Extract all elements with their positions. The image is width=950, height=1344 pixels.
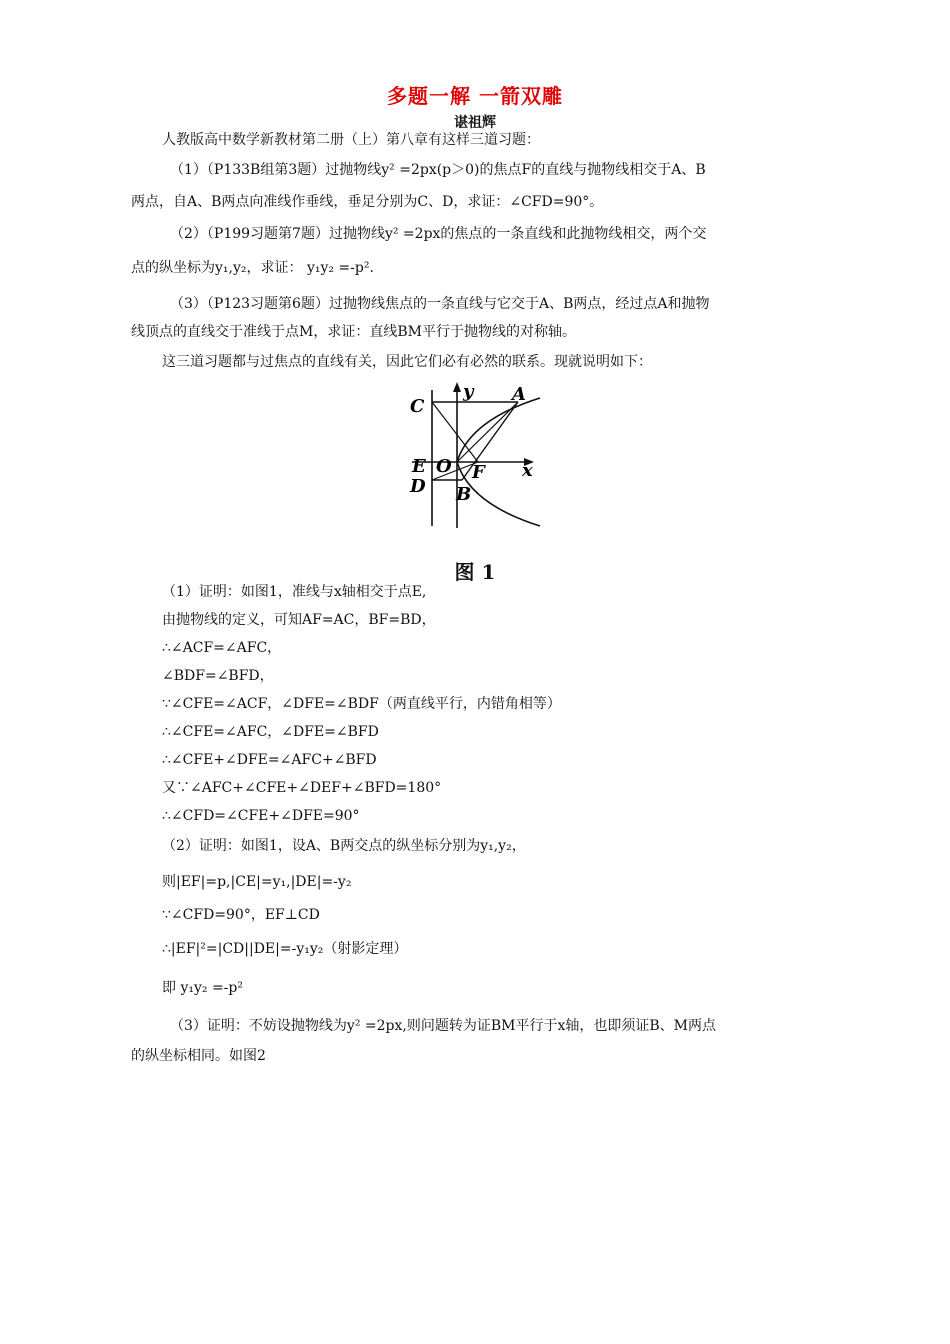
y-axis-arrow [453, 382, 461, 392]
problem-1-line-1: （1）（P133B组第3题）过抛物线y² =2px(p＞0)的焦点F的直线与抛物线相交于A、B [170, 162, 706, 178]
label-O: O [436, 456, 452, 477]
proof-2-line: ∴|EF|²=|CD||DE|=-y₁y₂（射影定理） [162, 941, 408, 957]
proof-1-line: ∠BDF=∠BFD， [162, 668, 274, 684]
proof-2-line: 即 y₁y₂ =-p² [162, 980, 243, 996]
proof-1-line: ∴∠CFE+∠DFE=∠AFC+∠BFD [162, 752, 377, 768]
proof-1-line: （1）证明：如图1，准线与x轴相交于点E, [162, 584, 427, 600]
problem-2-line-2: 点的纵坐标为y₁,y₂，求证： y₁y₂ =-p². [131, 260, 374, 276]
problem-2-line-1: （2）（P199习题第7题）过抛物线y² =2px的焦点的一条直线和此抛物线相交，两个交 [170, 226, 707, 242]
proof-1-line: ∴∠ACF=∠AFC， [162, 640, 282, 656]
label-E: E [412, 456, 426, 477]
proof-2-line: （2）证明：如图1，设A、B两交点的纵坐标分别为y₁,y₂， [162, 838, 526, 854]
label-D: D [410, 476, 426, 497]
connection-text: 这三道习题都与过焦点的直线有关，因此它们必有必然的联系。现就说明如下： [162, 354, 652, 370]
proof-1-line: 由抛物线的定义，可知AF=AC，BF=BD， [162, 612, 436, 628]
label-F: F [472, 462, 485, 483]
proof-3-line-1: （3）证明：不妨设抛物线为y² =2px,则问题转为证BM平行于x轴，也即须证B、M两点 [170, 1018, 716, 1034]
figure-1-diagram [400, 380, 550, 530]
proof-1-line: ∵∠CFE=∠ACF，∠DFE=∠BDF（两直线平行，内错角相等） [162, 696, 561, 712]
label-y: y [463, 381, 474, 402]
proof-2-line: ∵∠CFD=90°，EF⊥CD [162, 907, 320, 923]
problem-3-line-2: 线顶点的直线交于准线于点M，求证：直线BM平行于抛物线的对称轴。 [131, 324, 576, 340]
problem-3-line-1: （3）（P123习题第6题）过抛物线焦点的一条直线与它交于A、B两点，经过点A和抛物 [170, 296, 710, 312]
proof-3-line-2: 的纵坐标相同。如图2 [131, 1048, 266, 1064]
line-AB [462, 402, 518, 480]
label-B: B [456, 484, 472, 505]
proof-1-line: ∴∠CFD=∠CFE+∠DFE=90° [162, 808, 360, 824]
intro-text: 人教版高中数学新教材第二册（上）第八章有这样三道习题： [162, 132, 540, 148]
label-C: C [410, 396, 425, 417]
proof-1-line: ∴∠CFE=∠AFC，∠DFE=∠BFD [162, 724, 379, 740]
proof-2-line: 则|EF|=p,|CE|=y₁,|DE|=-y₂ [162, 874, 352, 890]
line-CF [432, 402, 478, 462]
label-A: A [512, 384, 526, 405]
document-author: 谌祖辉 [454, 115, 496, 131]
proof-1-line: 又∵∠AFC+∠CFE+∠DEF+∠BFD=180° [162, 780, 442, 796]
document-title: 多题一解 一箭双雕 [387, 84, 563, 108]
label-x: x [522, 460, 533, 481]
figure-1-caption: 图 1 [454, 560, 496, 584]
line-AO [457, 402, 518, 462]
problem-1-line-2: 两点，自A、B两点向准线作垂线，垂足分别为C、D，求证：∠CFD=90°。 [131, 194, 604, 210]
